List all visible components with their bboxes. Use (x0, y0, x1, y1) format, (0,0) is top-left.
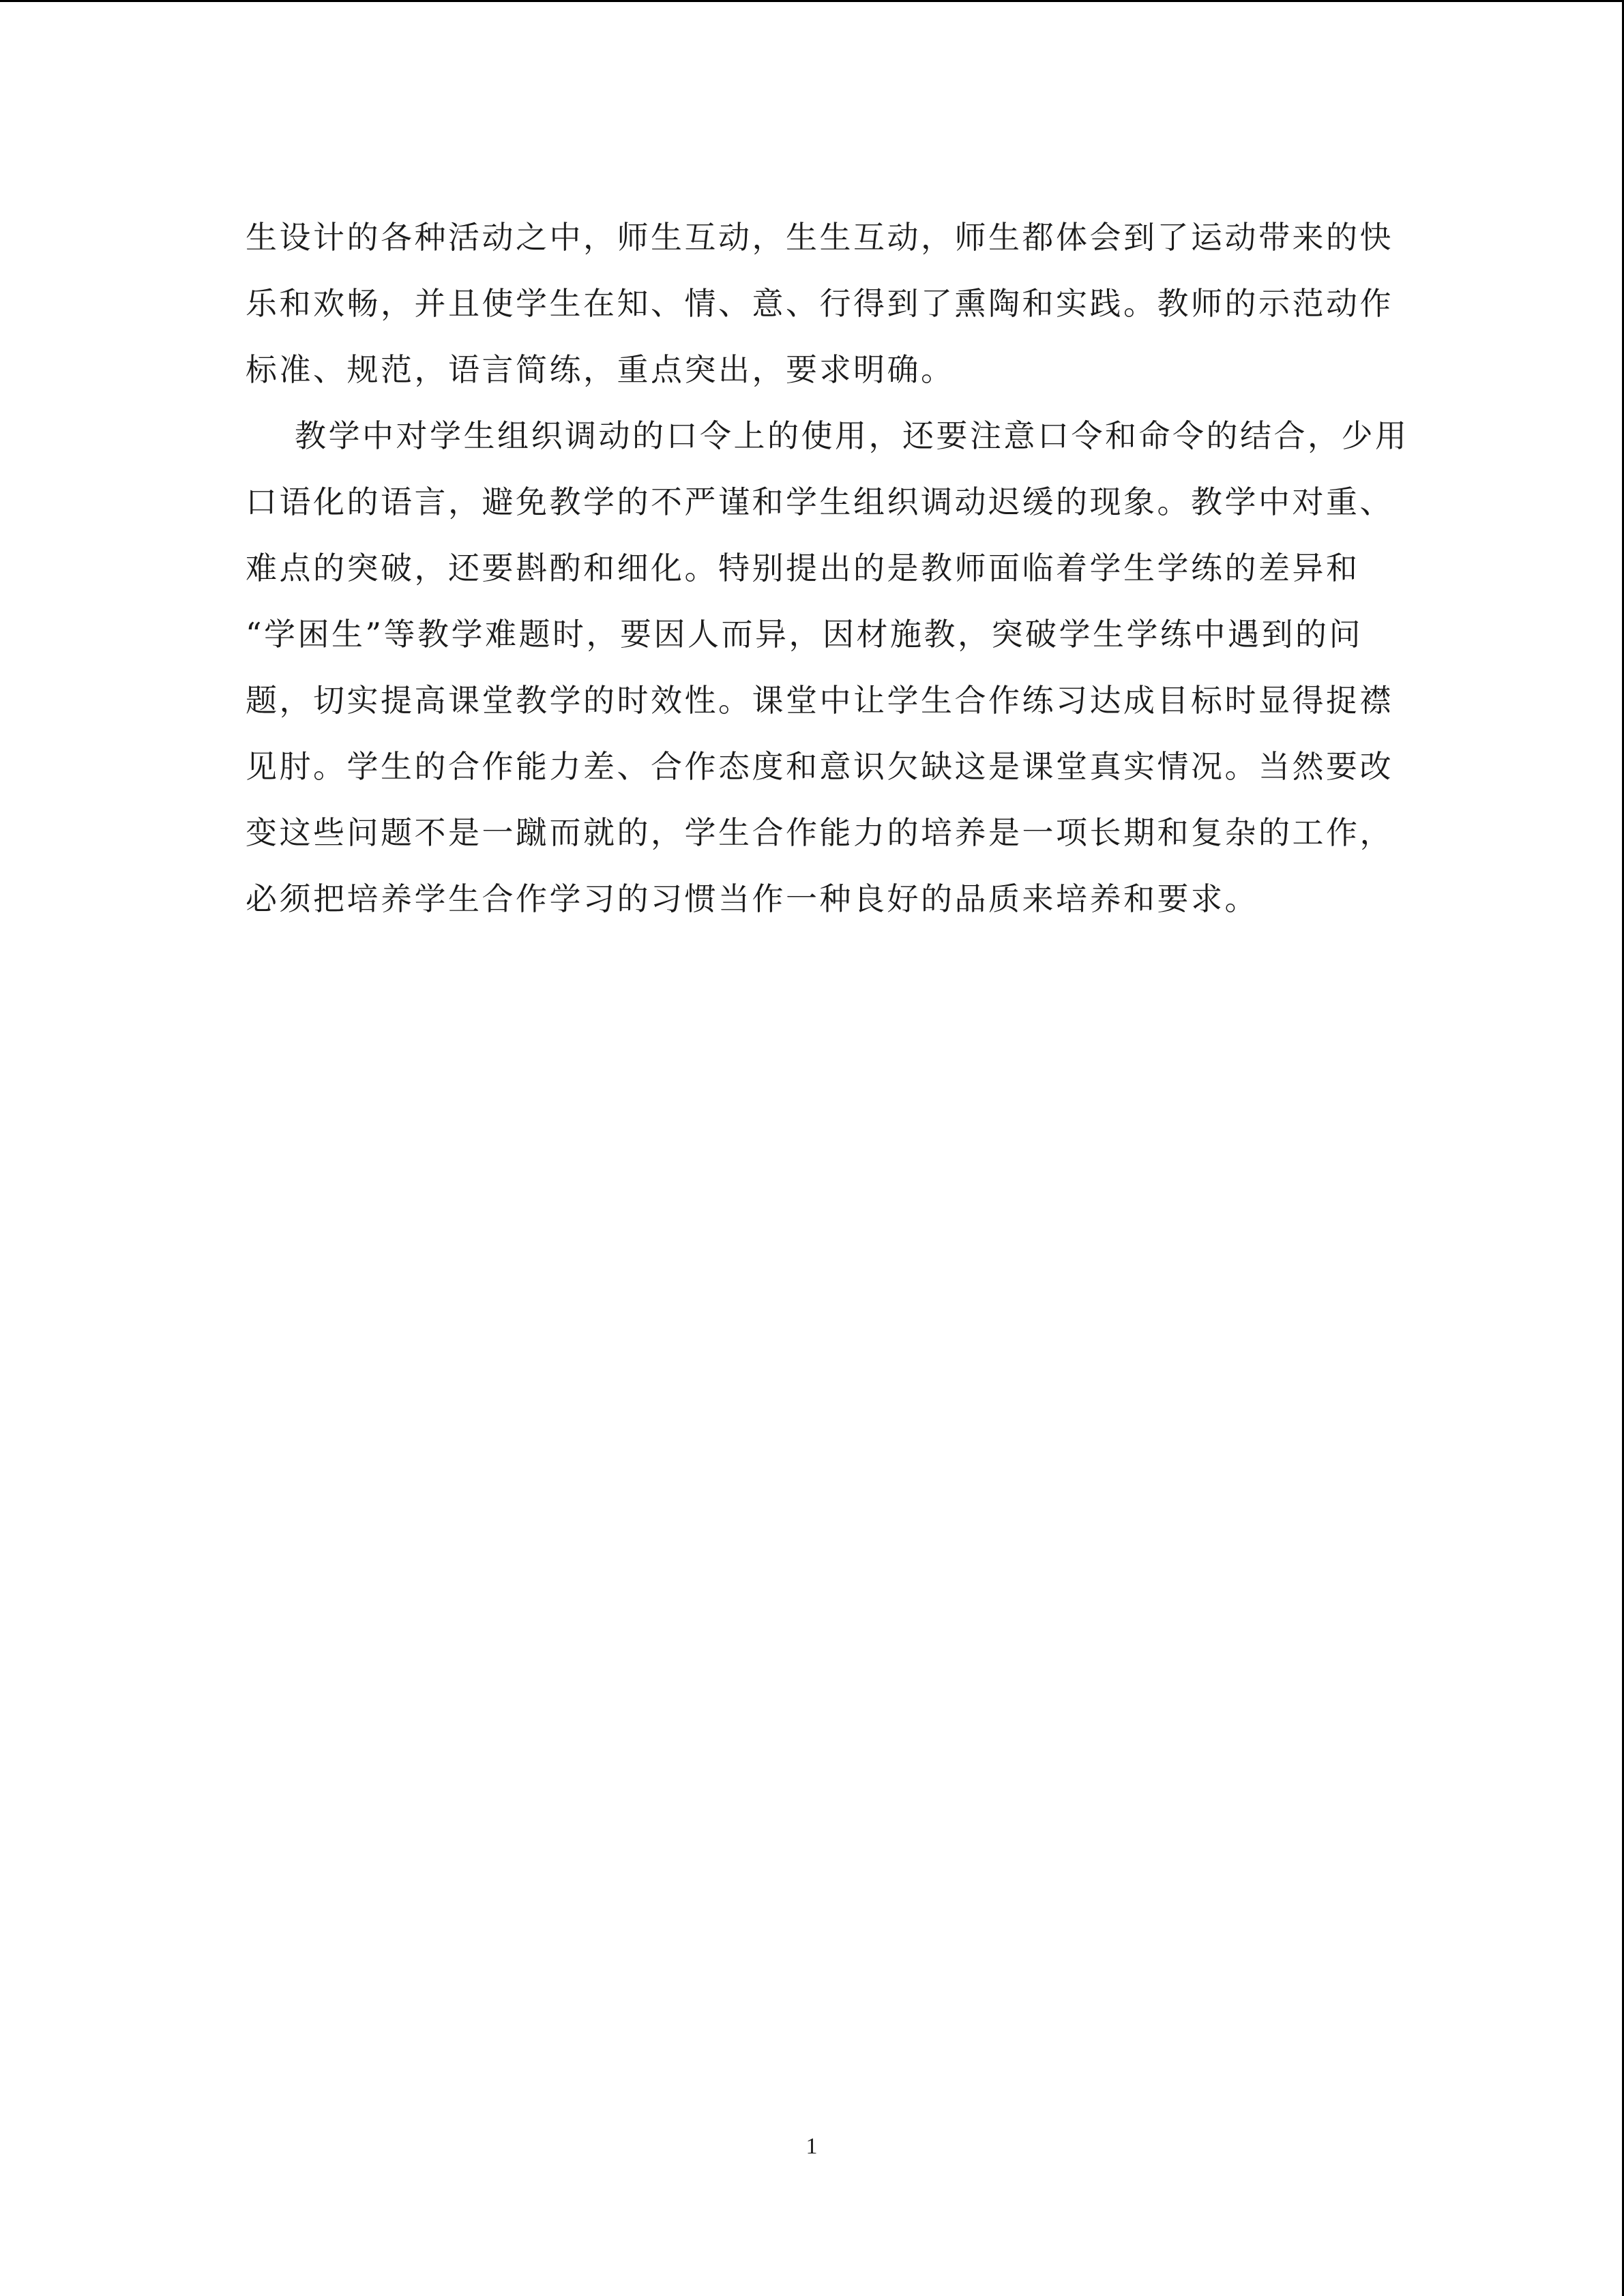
paragraph-line: 难点的突破，还要斟酌和细化。特别提出的是教师面临着学生学练的差异和 (246, 550, 1360, 586)
paragraph-line: 标准、规范，语言简练，重点突出，要求明确。 (246, 351, 955, 388)
paragraph-line: 见肘。学生的合作能力差、合作态度和意识欠缺这是课堂真实情况。当然要改 (246, 748, 1393, 785)
paragraph-line: “学困生”等教学难题时，要因人而异，因材施教，突破学生学练中遇到的问 (246, 616, 1363, 653)
paragraph-line: 生设计的各种活动之中，师生互动，生生互动，师生都体会到了运动带来的快 (246, 219, 1393, 256)
paragraph-line: 题，切实提高课堂教学的时效性。课堂中让学生合作练习达成目标时显得捉襟 (246, 682, 1393, 719)
paragraph-line: 乐和欢畅，并且使学生在知、情、意、行得到了熏陶和实践。教师的示范动作 (246, 285, 1393, 322)
page-number: 1 (806, 2134, 818, 2159)
paragraph-line: 必须把培养学生合作学习的习惯当作一种良好的品质来培养和要求。 (246, 880, 1258, 917)
paragraph-line: 变这些问题不是一蹴而就的，学生合作能力的培养是一项长期和复杂的工作， (246, 814, 1393, 851)
paragraph-line: 口语化的语言，避免教学的不严谨和学生组织调动迟缓的现象。教学中对重、 (246, 483, 1393, 520)
paragraph-line: 教学中对学生组织调动的口令上的使用，还要注意口令和命令的结合，少用 (295, 417, 1409, 454)
